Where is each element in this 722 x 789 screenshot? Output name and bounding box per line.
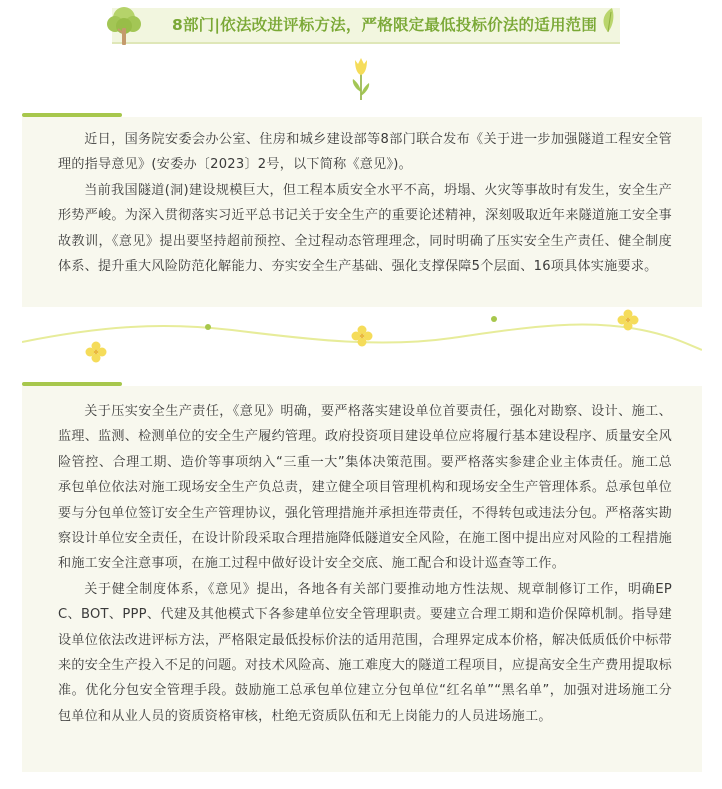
paragraph: 近日，国务院安委会办公室、住房和城乡建设部等8部门联合发布《关于进一步加强隧道工程安全管理的指导意见》(安委办〔2023〕2号，以下简称《意见》)。 — [58, 132, 672, 173]
paragraph: 关于压实安全生产责任，《意见》明确，要严格落实建设单位首要责任，强化对勘察、设计、施工、监理、监测、检测单位的安全生产履约管理。政府投资项目建设单位应将履行基本建设程序、质量安全风险管控、合理工期、造价等事项纳入“三重一大”集体决策范围。要严格落实参建企业主体责任。施工总承包单位依法对施工现场安全生产负总责，建立健全项目管理机构和现场安全生产管理体系。总承包单位要与分包单位签订安全生产管理协议，强化管理措施并承担连带责任，不得转包或违法分包。严格落实勘察设计单位安全责任，在设计阶段采取合理措施降低隧道安全风险，在施工图中提出应对风险的工程措施和施工安全注意事项，在施工过程中做好设计安全交底、施工配合和设计巡查等工作。 — [58, 404, 672, 572]
tulip-icon — [348, 54, 374, 102]
flower-icon — [86, 342, 107, 363]
details-panel — [22, 386, 702, 772]
wave-divider — [22, 300, 702, 380]
page-title: 8部门|依法改进评标方法，严格限定最低投标价法的适用范围 — [172, 16, 598, 34]
title-banner — [112, 8, 620, 44]
intro-panel — [22, 117, 702, 307]
leaf-icon — [598, 6, 618, 34]
paragraph: 关于健全制度体系，《意见》提出，各地各有关部门要推动地方性法规、规章制修订工作，明确EPC、BOT、PPP、代建及其他模式下各参建单位安全管理职责。要建立合理工期和造价保障机制。指导建设单位依法改进评标方法，严格限定最低投标价法的适用范围，合理界定成本价格，解决低质低价中标带来的安全生产投入不足的问题。对技术风险高、施工难度大的隧道工程项目，应提高安全生产费用提取标准。优化分包安全管理手段。鼓励施工总承包单位建立分包单位“红名单”“黑名单”，加强对进场施工分包单位和从业人员的资质资格审核，杜绝无资质队伍和无上岗能力的人员进场施工。 — [58, 581, 672, 724]
tree-icon — [104, 4, 144, 46]
paragraph: 当前我国隧道(洞)建设规模巨大，但工程本质安全水平不高，坍塌、火灾等事故时有发生，安全生产形势严峻。为深入贯彻落实习近平总书记关于安全生产的重要论述精神，深刻吸取近年来隧道施工安全事故教训，《意见》提出要坚持超前预控、全过程动态管理理念，同时明确了压实安全生产责任、健全制度体系、提升重大风险防范化解能力、夯实安全生产基础、强化支撑保障5个层面、16项具体实施要求。 — [58, 182, 672, 275]
